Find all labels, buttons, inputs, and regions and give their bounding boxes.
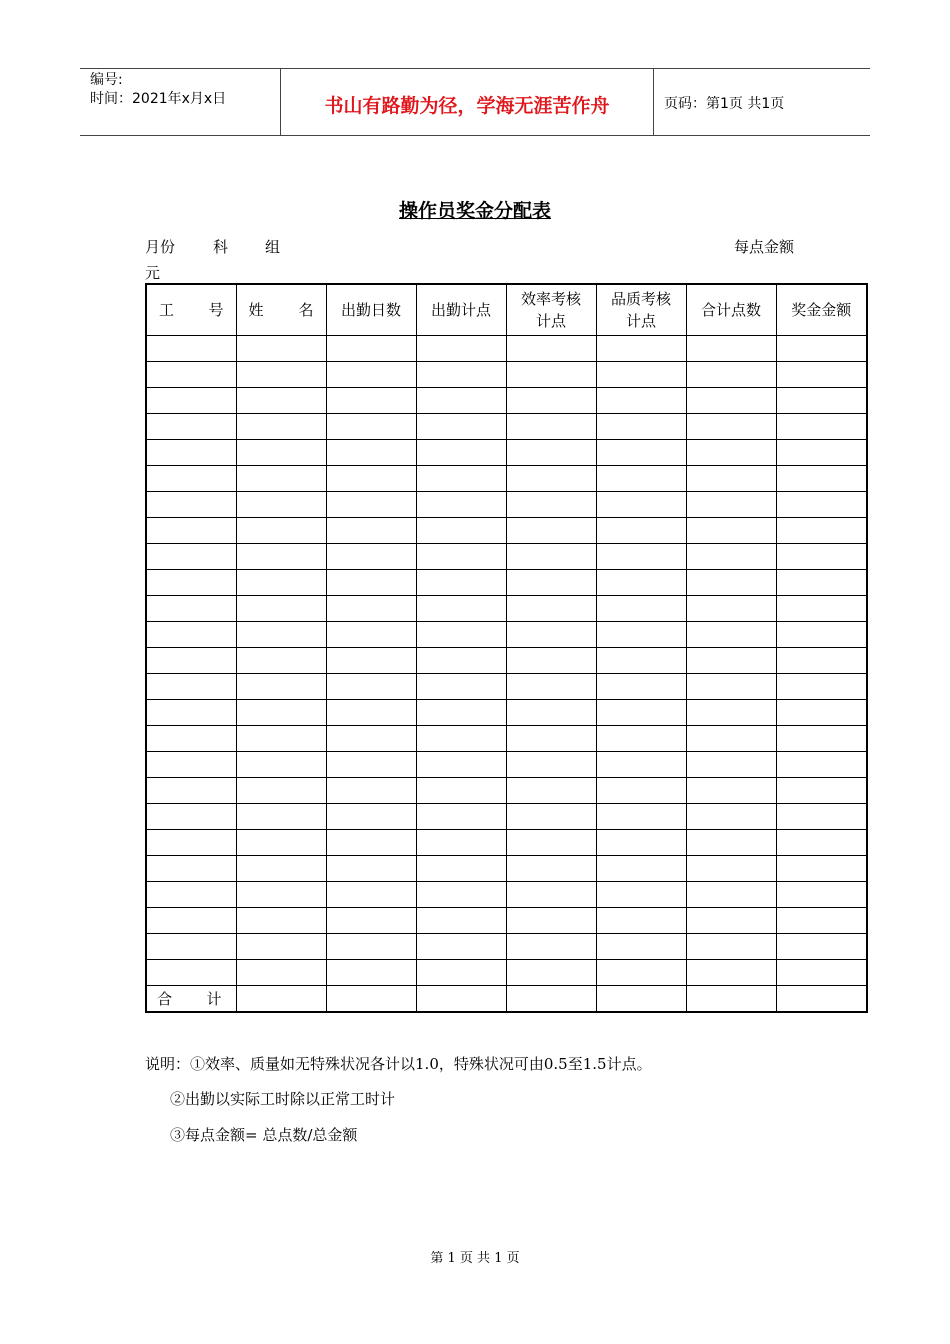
table-cell[interactable]: [326, 778, 416, 804]
table-cell[interactable]: [686, 726, 776, 752]
table-cell[interactable]: [146, 856, 236, 882]
table-row: [146, 622, 867, 648]
table-cell[interactable]: [596, 700, 686, 726]
table-cell[interactable]: [326, 570, 416, 596]
group-label: 组: [265, 238, 281, 256]
table-cell[interactable]: [236, 622, 326, 648]
document-title-text: 操作员奖金分配表: [398, 200, 551, 222]
table-cell[interactable]: [416, 908, 506, 934]
table-row: [146, 570, 867, 596]
motto: 书山有路勤为径，学海无涯苦作舟: [281, 69, 654, 135]
table-cell[interactable]: [776, 752, 867, 778]
table-cell[interactable]: [416, 336, 506, 362]
col-header-attendance-points: 出勤计点: [416, 284, 506, 336]
table-cell[interactable]: [326, 648, 416, 674]
table-cell[interactable]: [686, 388, 776, 414]
table-row: [146, 388, 867, 414]
table-cell[interactable]: [146, 596, 236, 622]
table-cell[interactable]: [686, 934, 776, 960]
table-cell[interactable]: [146, 622, 236, 648]
table-cell[interactable]: [686, 440, 776, 466]
table-cell[interactable]: [146, 544, 236, 570]
table-cell[interactable]: [236, 414, 326, 440]
table-cell[interactable]: [506, 934, 596, 960]
table-cell[interactable]: [776, 778, 867, 804]
table-cell[interactable]: [686, 466, 776, 492]
table-cell[interactable]: [146, 336, 236, 362]
table-cell[interactable]: [776, 700, 867, 726]
table-cell[interactable]: [416, 882, 506, 908]
table-row: [146, 908, 867, 934]
table-cell[interactable]: [506, 726, 596, 752]
table-cell[interactable]: [416, 752, 506, 778]
table-cell[interactable]: [236, 700, 326, 726]
table-cell[interactable]: [686, 414, 776, 440]
table-cell[interactable]: [506, 804, 596, 830]
table-cell[interactable]: [326, 960, 416, 986]
table-cell[interactable]: [686, 986, 776, 1013]
table-cell[interactable]: [236, 466, 326, 492]
col-header-efficiency-points: 效率考核 计点: [506, 284, 596, 336]
table-cell[interactable]: [326, 622, 416, 648]
table-cell[interactable]: [596, 492, 686, 518]
table-cell[interactable]: [326, 674, 416, 700]
table-cell[interactable]: [326, 804, 416, 830]
table-cell[interactable]: [506, 778, 596, 804]
table-cell[interactable]: [506, 544, 596, 570]
table-cell[interactable]: [416, 440, 506, 466]
table-cell[interactable]: [776, 622, 867, 648]
table-cell[interactable]: [596, 830, 686, 856]
table-cell[interactable]: [506, 518, 596, 544]
col-header-id: 工 号: [146, 284, 236, 336]
table-cell[interactable]: [326, 856, 416, 882]
table-cell[interactable]: [146, 934, 236, 960]
table-cell[interactable]: [146, 388, 236, 414]
table-cell[interactable]: [776, 986, 867, 1013]
unit-label: 元: [145, 264, 161, 282]
table-cell[interactable]: [326, 440, 416, 466]
table-cell[interactable]: [236, 596, 326, 622]
table-cell[interactable]: [776, 908, 867, 934]
table-cell[interactable]: [776, 570, 867, 596]
table-cell[interactable]: [416, 492, 506, 518]
table-cell[interactable]: [326, 336, 416, 362]
table-cell[interactable]: [146, 908, 236, 934]
table-cell[interactable]: [416, 804, 506, 830]
table-row: [146, 934, 867, 960]
table-cell[interactable]: [506, 700, 596, 726]
table-cell[interactable]: [506, 362, 596, 388]
table-cell[interactable]: [596, 596, 686, 622]
table-cell[interactable]: [506, 986, 596, 1013]
table-cell[interactable]: [236, 804, 326, 830]
table-cell[interactable]: [686, 830, 776, 856]
table-cell[interactable]: [236, 752, 326, 778]
table-cell[interactable]: [686, 882, 776, 908]
table-row: [146, 440, 867, 466]
table-cell[interactable]: [596, 804, 686, 830]
bonus-table: [145, 283, 868, 1013]
table-cell[interactable]: [326, 544, 416, 570]
table-row: [146, 882, 867, 908]
table-cell[interactable]: [776, 518, 867, 544]
page-header: [80, 68, 870, 136]
table-cell[interactable]: [686, 856, 776, 882]
col-header-bonus-amount: 奖金金额: [776, 284, 867, 336]
table-cell[interactable]: [146, 466, 236, 492]
section-label: 科: [213, 238, 229, 256]
table-cell[interactable]: [686, 570, 776, 596]
table-cell[interactable]: [776, 882, 867, 908]
table-cell[interactable]: [326, 830, 416, 856]
note-2: ②出勤以实际工时除以正常工时计: [170, 1090, 396, 1108]
table-row: [146, 674, 867, 700]
month-label: 月份: [145, 238, 176, 256]
table-cell[interactable]: [506, 596, 596, 622]
table-cell[interactable]: [686, 336, 776, 362]
col-header-quality-points: 品质考核 计点: [596, 284, 686, 336]
table-cell[interactable]: [326, 882, 416, 908]
table-cell[interactable]: [326, 596, 416, 622]
table-cell[interactable]: [326, 908, 416, 934]
table-row: [146, 778, 867, 804]
table-cell[interactable]: [236, 570, 326, 596]
table-cell[interactable]: [776, 830, 867, 856]
table-cell[interactable]: [236, 830, 326, 856]
table-cell[interactable]: [146, 778, 236, 804]
table-row: [146, 700, 867, 726]
table-cell[interactable]: [236, 882, 326, 908]
table-cell[interactable]: [596, 414, 686, 440]
table-cell[interactable]: [146, 960, 236, 986]
header-left-cell: [80, 69, 281, 135]
table-cell[interactable]: [506, 882, 596, 908]
table-cell[interactable]: [416, 856, 506, 882]
table-cell[interactable]: [416, 388, 506, 414]
table-cell[interactable]: [506, 492, 596, 518]
table-cell[interactable]: [506, 570, 596, 596]
table-cell[interactable]: [506, 908, 596, 934]
table-cell[interactable]: [416, 674, 506, 700]
table-cell[interactable]: [416, 700, 506, 726]
table-cell[interactable]: [416, 648, 506, 674]
table-cell[interactable]: [596, 440, 686, 466]
table-cell[interactable]: [686, 804, 776, 830]
table-row: [146, 752, 867, 778]
table-cell[interactable]: [776, 466, 867, 492]
table-cell[interactable]: [776, 388, 867, 414]
table-cell[interactable]: [776, 336, 867, 362]
table-cell[interactable]: [326, 518, 416, 544]
table-row: [146, 856, 867, 882]
table-cell[interactable]: [506, 414, 596, 440]
table-cell[interactable]: [416, 726, 506, 752]
table-cell[interactable]: [776, 362, 867, 388]
table-cell[interactable]: [596, 466, 686, 492]
table-cell[interactable]: [326, 492, 416, 518]
table-cell[interactable]: [596, 752, 686, 778]
table-row: [146, 726, 867, 752]
table-cell[interactable]: [146, 414, 236, 440]
table-cell[interactable]: [596, 934, 686, 960]
table-cell[interactable]: [146, 648, 236, 674]
table-cell[interactable]: [776, 440, 867, 466]
table-cell[interactable]: [596, 726, 686, 752]
table-cell[interactable]: [236, 518, 326, 544]
table-row: [146, 648, 867, 674]
table-cell[interactable]: [506, 388, 596, 414]
table-cell[interactable]: [236, 648, 326, 674]
per-point-label: 每点金额: [734, 238, 795, 256]
table-cell[interactable]: [506, 648, 596, 674]
table-cell[interactable]: [686, 960, 776, 986]
table-cell[interactable]: [236, 336, 326, 362]
table-cell[interactable]: [416, 596, 506, 622]
table-cell[interactable]: [236, 674, 326, 700]
table-cell[interactable]: [236, 492, 326, 518]
table-cell[interactable]: [416, 830, 506, 856]
table-cell[interactable]: [686, 362, 776, 388]
table-cell[interactable]: [596, 336, 686, 362]
table-cell[interactable]: [506, 830, 596, 856]
table-cell[interactable]: [416, 960, 506, 986]
table-cell[interactable]: [416, 544, 506, 570]
table-cell[interactable]: [236, 960, 326, 986]
table-row: [146, 596, 867, 622]
table-cell[interactable]: [506, 622, 596, 648]
table-cell[interactable]: [326, 700, 416, 726]
table-cell[interactable]: [596, 778, 686, 804]
table-cell[interactable]: [236, 440, 326, 466]
table-cell[interactable]: [146, 674, 236, 700]
table-cell[interactable]: [776, 492, 867, 518]
table-cell[interactable]: [506, 466, 596, 492]
table-cell[interactable]: [776, 596, 867, 622]
table-cell[interactable]: [686, 596, 776, 622]
table-cell[interactable]: [596, 908, 686, 934]
total-row: [146, 986, 867, 1013]
table-cell[interactable]: [596, 986, 686, 1013]
table-cell[interactable]: [236, 778, 326, 804]
table-cell[interactable]: [686, 908, 776, 934]
table-cell[interactable]: [236, 544, 326, 570]
table-row: [146, 336, 867, 362]
table-cell[interactable]: [596, 622, 686, 648]
table-row: [146, 960, 867, 986]
table-cell[interactable]: [506, 440, 596, 466]
table-cell[interactable]: [506, 856, 596, 882]
table-cell[interactable]: [596, 388, 686, 414]
table-cell[interactable]: [506, 960, 596, 986]
table-cell[interactable]: [326, 388, 416, 414]
table-cell[interactable]: [596, 544, 686, 570]
table-cell[interactable]: [776, 726, 867, 752]
table-header-row: [146, 284, 867, 336]
table-cell[interactable]: [596, 518, 686, 544]
table-cell[interactable]: [236, 362, 326, 388]
table-cell[interactable]: [236, 388, 326, 414]
table-cell[interactable]: [686, 674, 776, 700]
table-cell[interactable]: [236, 726, 326, 752]
table-cell[interactable]: [686, 492, 776, 518]
table-cell[interactable]: [776, 856, 867, 882]
table-cell[interactable]: [416, 570, 506, 596]
table-cell[interactable]: [596, 960, 686, 986]
table-cell[interactable]: [326, 986, 416, 1013]
table-cell[interactable]: [416, 518, 506, 544]
table-cell[interactable]: [326, 414, 416, 440]
note-3: ③每点金额= 总点数/总金额: [170, 1126, 358, 1144]
table-row: [146, 466, 867, 492]
table-cell[interactable]: [776, 674, 867, 700]
table-cell[interactable]: [416, 986, 506, 1013]
table-cell[interactable]: [146, 726, 236, 752]
table-cell[interactable]: [686, 752, 776, 778]
col-header-name: 姓 名: [236, 284, 326, 336]
table-cell[interactable]: [146, 752, 236, 778]
table-cell[interactable]: [686, 518, 776, 544]
table-cell[interactable]: [686, 622, 776, 648]
table-cell[interactable]: [416, 934, 506, 960]
table-cell[interactable]: [596, 648, 686, 674]
table-row: [146, 492, 867, 518]
table-cell[interactable]: [146, 440, 236, 466]
table-cell[interactable]: [686, 778, 776, 804]
table-cell[interactable]: [326, 726, 416, 752]
table-cell[interactable]: [416, 778, 506, 804]
note-1: 说明：①效率、质量如无特殊状况各计以1.0，特殊状况可由0.5至1.5计点。: [145, 1055, 652, 1073]
page-info: 页码：第1页 共1页: [664, 96, 785, 112]
table-cell[interactable]: [146, 362, 236, 388]
table-cell[interactable]: [146, 804, 236, 830]
table-row: [146, 544, 867, 570]
col-header-attendance-days: 出勤日数: [326, 284, 416, 336]
table-cell[interactable]: [236, 986, 326, 1013]
table-cell[interactable]: [596, 570, 686, 596]
table-cell[interactable]: [236, 934, 326, 960]
table-cell[interactable]: [506, 336, 596, 362]
table-cell[interactable]: [236, 908, 326, 934]
table-cell[interactable]: [686, 544, 776, 570]
table-cell[interactable]: [596, 362, 686, 388]
table-cell[interactable]: [776, 804, 867, 830]
table-cell[interactable]: [776, 934, 867, 960]
table-cell[interactable]: [146, 518, 236, 544]
table-cell[interactable]: [326, 362, 416, 388]
table-cell[interactable]: [146, 570, 236, 596]
table-cell[interactable]: [686, 700, 776, 726]
table-cell[interactable]: [776, 648, 867, 674]
table-cell[interactable]: [326, 934, 416, 960]
table-cell[interactable]: [596, 882, 686, 908]
table-cell[interactable]: [146, 492, 236, 518]
table-cell[interactable]: [416, 362, 506, 388]
table-row: [146, 804, 867, 830]
table-row: [146, 830, 867, 856]
table-cell[interactable]: [506, 674, 596, 700]
table-cell[interactable]: [596, 674, 686, 700]
table-row: [146, 414, 867, 440]
table-cell[interactable]: [326, 466, 416, 492]
table-cell[interactable]: [776, 414, 867, 440]
table-cell[interactable]: [506, 752, 596, 778]
total-label-cell: 合 计: [146, 986, 236, 1013]
page-footer: 第 1 页 共 1 页: [430, 1251, 520, 1266]
table-cell[interactable]: [776, 544, 867, 570]
number-label: 编号:: [90, 72, 123, 88]
table-cell[interactable]: [416, 622, 506, 648]
document-title: [0, 196, 950, 223]
table-cell[interactable]: [326, 752, 416, 778]
table-cell[interactable]: [596, 856, 686, 882]
table-row: [146, 362, 867, 388]
table-cell[interactable]: [146, 830, 236, 856]
table-cell[interactable]: [146, 882, 236, 908]
table-cell[interactable]: [416, 414, 506, 440]
table-row: [146, 518, 867, 544]
table-cell[interactable]: [686, 648, 776, 674]
table-cell[interactable]: [146, 700, 236, 726]
table-body: [146, 336, 867, 986]
table-cell[interactable]: [416, 466, 506, 492]
col-header-total-points: 合计点数: [686, 284, 776, 336]
date-label: 时间：2021年x月x日: [90, 91, 227, 107]
table-cell[interactable]: [236, 856, 326, 882]
table-cell[interactable]: [776, 960, 867, 986]
